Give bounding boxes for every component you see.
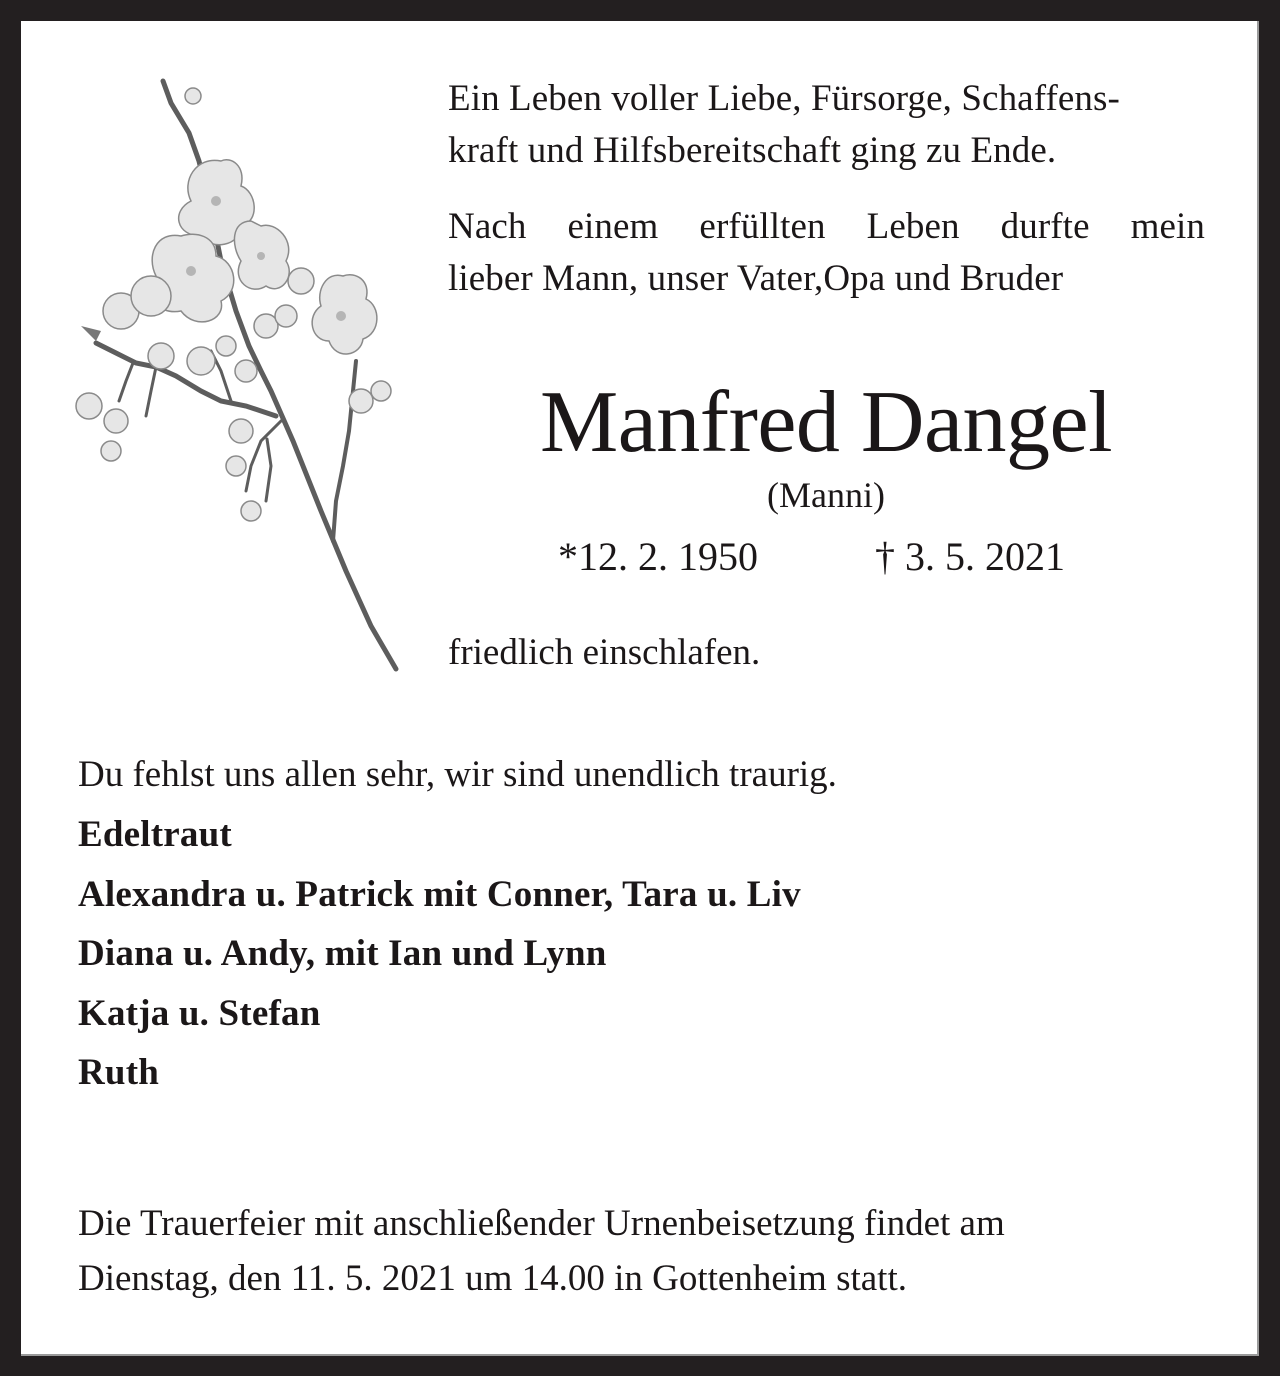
family-member: Alexandra u. Patrick mit Conner, Tara u. Liv [78,873,801,915]
service-line: Die Trauerfeier mit anschließender Urnenbeisetzung findet am [78,1203,1005,1244]
intro-paragraph-1 [448,73,1205,177]
birth-date: *12. 2. 1950 [558,534,758,579]
intro-line: Nach einem erfüllten Leben durfte mein [448,206,1205,247]
family-member: Diana u. Andy, mit Ian und Lynn [78,933,607,974]
family-signatures [78,751,1228,1109]
family-member: Ruth [78,1052,159,1093]
family-member: Edeltraut [78,814,232,855]
deceased-nickname: (Manni) [767,475,885,515]
intro-line: lieber Mann, unser Vater,Opa und Bruder [448,258,1064,299]
lament-text: Du fehlst uns allen sehr, wir sind unendlich traurig. [78,754,837,795]
intro-text [448,73,1205,305]
closing-phrase: friedlich einschlafen. [448,632,761,673]
intro-line: kraft und Hilfsbereitschaft ging zu Ende. [448,130,1057,171]
intro-line: Ein Leben voller Liebe, Fürsorge, Schaffens- [448,78,1120,119]
funeral-service-info [78,1196,1218,1306]
death-date: † 3. 5. 2021 [875,534,1065,579]
intro-paragraph-2 [448,201,1205,305]
cherry-blossom-branch-icon [71,71,411,681]
family-member: Katja u. Stefan [78,992,321,1034]
deceased-name: Manfred Dangel [539,374,1113,471]
obituary-notice [21,21,1259,1356]
service-line: Dienstag, den 11. 5. 2021 um 14.00 in Gottenheim statt. [78,1258,907,1299]
